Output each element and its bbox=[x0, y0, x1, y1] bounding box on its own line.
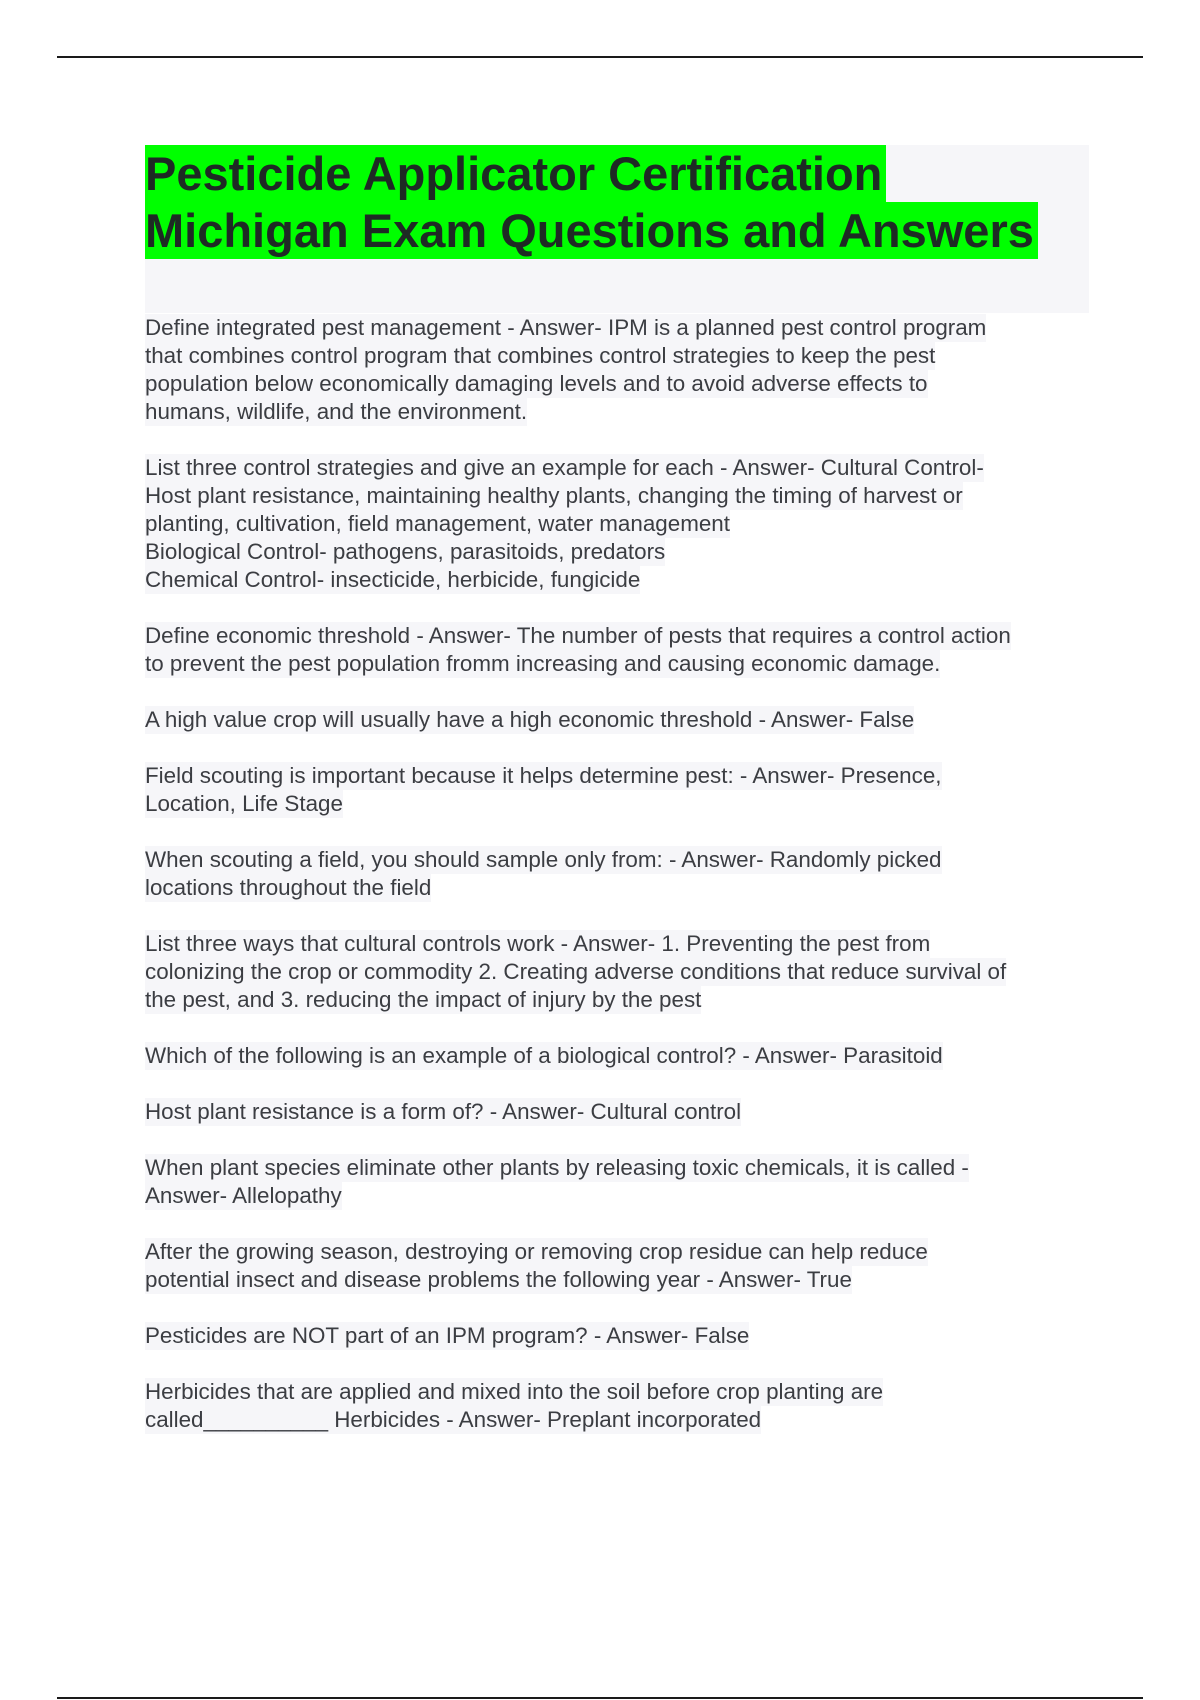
qa-item bbox=[145, 930, 1090, 1014]
qa-line-text: Answer- Allelopathy bbox=[145, 1183, 342, 1208]
qa-line bbox=[145, 566, 1090, 594]
qa-item bbox=[145, 454, 1090, 594]
qa-line bbox=[145, 1406, 1090, 1434]
qa-line-text: the pest, and 3. reducing the impact of injury by the pest bbox=[145, 987, 702, 1012]
qa-line-text: After the growing season, destroying or removing crop residue can help reduce bbox=[145, 1239, 928, 1264]
qa-item bbox=[145, 622, 1090, 678]
qa-line-text: Field scouting is important because it helps determine pest: - Answer- Presence, bbox=[145, 763, 942, 788]
qa-line bbox=[145, 622, 1090, 650]
bottom-rule bbox=[57, 1697, 1143, 1699]
qa-line-text: Define economic threshold - Answer- The number of pests that requires a control action bbox=[145, 623, 1011, 648]
qa-line bbox=[145, 454, 1090, 482]
qa-line bbox=[145, 762, 1090, 790]
title-block bbox=[145, 145, 1089, 313]
qa-line-text: List three control strategies and give an example for each - Answer- Cultural Control- bbox=[145, 455, 984, 480]
qa-line bbox=[145, 958, 1090, 986]
qa-line bbox=[145, 1322, 1090, 1350]
qa-item bbox=[145, 762, 1090, 818]
qa-line-text: planting, cultivation, field management, water management bbox=[145, 511, 730, 536]
qa-item bbox=[145, 706, 1090, 734]
qa-item bbox=[145, 1154, 1090, 1210]
qa-line bbox=[145, 342, 1090, 370]
qa-line-text: called__________ Herbicides - Answer- Preplant incorporated bbox=[145, 1407, 762, 1432]
qa-line bbox=[145, 370, 1090, 398]
qa-line-text: Define integrated pest management - Answer- IPM is a planned pest control program bbox=[145, 315, 987, 340]
qa-line bbox=[145, 1042, 1090, 1070]
qa-line-text: When scouting a field, you should sample only from: - Answer- Randomly picked bbox=[145, 847, 942, 872]
qa-item bbox=[145, 1042, 1090, 1070]
qa-line bbox=[145, 846, 1090, 874]
qa-line bbox=[145, 482, 1090, 510]
qa-line-text: Biological Control- pathogens, parasitoids, predators bbox=[145, 539, 666, 564]
qa-line-text: A high value crop will usually have a high economic threshold - Answer- False bbox=[145, 707, 915, 732]
qa-line-text: When plant species eliminate other plants by releasing toxic chemicals, it is called - bbox=[145, 1155, 969, 1180]
qa-list bbox=[145, 314, 1090, 1462]
title-line-1: Pesticide Applicator Certification bbox=[145, 145, 886, 202]
page-title bbox=[145, 145, 1089, 259]
qa-line-text: Which of the following is an example of a biological control? - Answer- Parasitoid bbox=[145, 1043, 943, 1068]
qa-line bbox=[145, 986, 1090, 1014]
title-line-2: Michigan Exam Questions and Answers bbox=[145, 202, 1038, 259]
qa-line bbox=[145, 510, 1090, 538]
qa-line bbox=[145, 1098, 1090, 1126]
qa-line bbox=[145, 538, 1090, 566]
qa-item bbox=[145, 846, 1090, 902]
qa-line bbox=[145, 314, 1090, 342]
qa-line-text: Location, Life Stage bbox=[145, 791, 343, 816]
qa-line-text: humans, wildlife, and the environment. bbox=[145, 399, 528, 424]
qa-line bbox=[145, 650, 1090, 678]
qa-item bbox=[145, 1098, 1090, 1126]
qa-line-text: colonizing the crop or commodity 2. Creating adverse conditions that reduce survival of bbox=[145, 959, 1007, 984]
qa-line-text: List three ways that cultural controls work - Answer- 1. Preventing the pest from bbox=[145, 931, 931, 956]
qa-line bbox=[145, 1238, 1090, 1266]
qa-line bbox=[145, 790, 1090, 818]
qa-line bbox=[145, 706, 1090, 734]
qa-line-text: to prevent the pest population fromm increasing and causing economic damage. bbox=[145, 651, 941, 676]
qa-line-text: locations throughout the field bbox=[145, 875, 432, 900]
qa-item bbox=[145, 1322, 1090, 1350]
top-rule bbox=[57, 56, 1143, 58]
qa-line bbox=[145, 398, 1090, 426]
qa-line-text: Pesticides are NOT part of an IPM program? - Answer- False bbox=[145, 1323, 750, 1348]
qa-item bbox=[145, 1378, 1090, 1434]
qa-line-text: population below economically damaging levels and to avoid adverse effects to bbox=[145, 371, 928, 396]
qa-item bbox=[145, 1238, 1090, 1294]
qa-line-text: Host plant resistance, maintaining healthy plants, changing the timing of harvest or bbox=[145, 483, 963, 508]
qa-item bbox=[145, 314, 1090, 426]
qa-line-text: that combines control program that combines control strategies to keep the pest bbox=[145, 343, 936, 368]
qa-line bbox=[145, 1266, 1090, 1294]
qa-line bbox=[145, 1154, 1090, 1182]
qa-line bbox=[145, 930, 1090, 958]
qa-line-text: potential insect and disease problems the following year - Answer- True bbox=[145, 1267, 852, 1292]
qa-line-text: Herbicides that are applied and mixed into the soil before crop planting are bbox=[145, 1379, 884, 1404]
qa-line bbox=[145, 1182, 1090, 1210]
qa-line bbox=[145, 1378, 1090, 1406]
qa-line-text: Chemical Control- insecticide, herbicide, fungicide bbox=[145, 567, 641, 592]
qa-line bbox=[145, 874, 1090, 902]
qa-line-text: Host plant resistance is a form of? - Answer- Cultural control bbox=[145, 1099, 742, 1124]
